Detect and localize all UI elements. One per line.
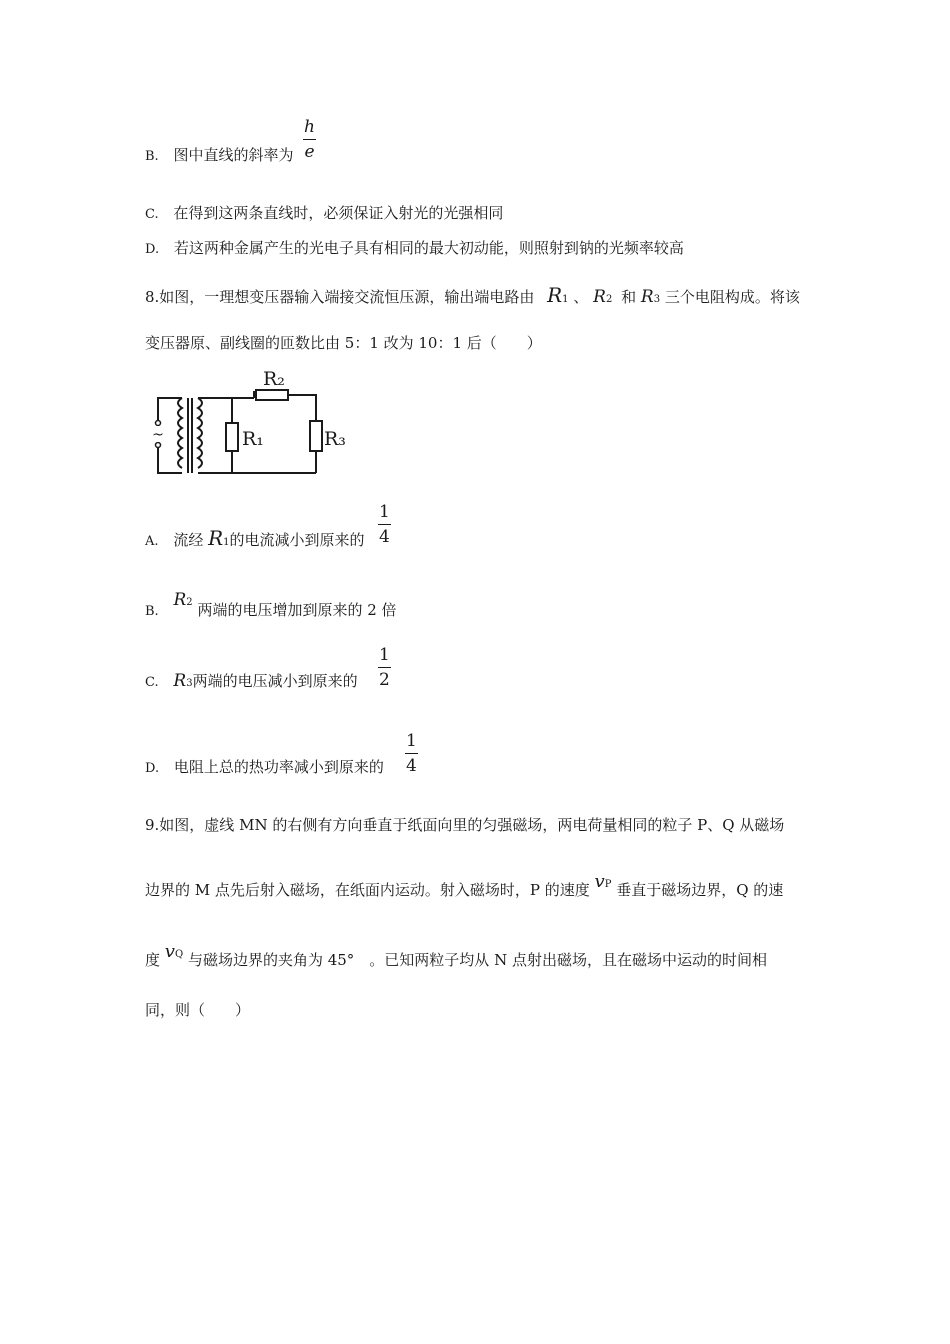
- var-r1-sub: 1: [223, 537, 230, 548]
- var-vp: v: [594, 871, 605, 892]
- separator: 和: [621, 288, 637, 306]
- var-r3: R: [640, 287, 654, 307]
- var-r1: R: [208, 526, 224, 550]
- fraction-denominator: e: [304, 142, 315, 162]
- option-text: 图中直线的斜率为: [173, 146, 294, 164]
- fraction-one-quarter: [378, 502, 391, 547]
- resistor-r2: [256, 390, 288, 400]
- var-r3-sub: 3: [186, 678, 193, 689]
- fraction-one-quarter: [405, 731, 418, 776]
- secondary-coil: [198, 398, 202, 468]
- q7-option-c: [145, 203, 503, 225]
- label-r3: R₃: [324, 428, 346, 450]
- resistor-r1: [226, 423, 238, 451]
- var-r3: R: [173, 671, 187, 691]
- var-r2: R: [593, 287, 606, 307]
- fraction-numerator: 1: [379, 502, 390, 522]
- q9-line4: [145, 1000, 250, 1020]
- stem-text: 三个电阻构成。将该: [664, 288, 800, 306]
- option-label: D.: [145, 761, 160, 776]
- q8-stem-line1: [145, 285, 800, 310]
- var-r3-sub: 3: [653, 294, 661, 305]
- primary-coil: [178, 398, 182, 468]
- var-r1-sub: 1: [562, 294, 569, 305]
- q9-line1: [145, 815, 784, 835]
- option-text: 若这两种金属产生的光电子具有相同的最大初动能，则照射到钠的光频率较高: [173, 239, 684, 257]
- q8-option-d: [145, 757, 384, 779]
- option-text: 两端的电压增加到原来的 2 倍: [197, 601, 397, 619]
- ac-source-icon: [152, 421, 164, 448]
- var-r2-sub: 2: [186, 597, 193, 608]
- label-r2: R₂: [263, 368, 285, 390]
- q9-line2: [145, 871, 784, 903]
- var-r1: R: [547, 283, 563, 307]
- option-label: B.: [145, 149, 159, 164]
- ac-source-symbol: ~: [152, 427, 164, 443]
- var-vq-sub: Q: [174, 949, 184, 960]
- option-label: D.: [145, 242, 160, 257]
- var-r2: R: [173, 590, 187, 610]
- separator: 、: [573, 288, 589, 306]
- option-text: 的电流减小到原来的: [229, 531, 365, 549]
- option-text: 两端的电压减小到原来的: [192, 672, 358, 690]
- option-label: C.: [145, 675, 159, 690]
- stem-text: 与磁场边界的夹角为 45° 。已知两粒子均从 N 点射出磁场，且在磁场中运动的时间相: [187, 951, 767, 969]
- option-label: C.: [145, 207, 159, 222]
- stem-text: 8.如图，一理想变压器输入端接交流恒压源，输出端电路由: [145, 288, 535, 306]
- label-r1: R₁: [242, 428, 264, 450]
- stem-text: 度: [145, 951, 161, 969]
- var-vq: v: [164, 941, 175, 962]
- fraction-denominator: 2: [379, 670, 390, 690]
- option-text: 电阻上总的热功率减小到原来的: [173, 758, 384, 776]
- stem-text: 变压器原、副线圈的匝数比由 5：1 改为 10：1 后（ ）: [145, 334, 542, 352]
- q8-option-a: [145, 528, 365, 553]
- fraction-one-half: [378, 645, 391, 690]
- stem-text: 边界的 M 点先后射入磁场，在纸面内运动。射入磁场时，P 的速度: [145, 881, 590, 899]
- option-label: B.: [145, 604, 159, 619]
- stem-text: 9.如图，虚线 MN 的右侧有方向垂直于纸面向里的匀强磁场，两电荷量相同的粒子 P、Q 从磁场: [145, 816, 785, 834]
- fraction-h-over-e: [303, 117, 316, 162]
- fraction-numerator: 1: [406, 731, 417, 751]
- resistor-r3: [310, 421, 322, 451]
- transformer-circuit-diagram: [150, 365, 350, 480]
- option-text: 在得到这两条直线时，必须保证入射光的光强相同: [173, 204, 504, 222]
- fraction-numerator: h: [304, 117, 315, 137]
- fraction-denominator: 4: [379, 527, 390, 547]
- option-text: 流经: [173, 531, 204, 549]
- q8-option-b: [145, 590, 397, 623]
- q9-line3: [145, 941, 767, 973]
- q8-option-c: [145, 671, 358, 694]
- q7-option-b: [145, 145, 293, 167]
- q7-option-d: [145, 238, 684, 260]
- fraction-numerator: 1: [379, 645, 390, 665]
- var-vp-sub: P: [604, 879, 612, 890]
- option-label: A.: [145, 534, 159, 549]
- q8-stem-line2: [145, 333, 542, 353]
- fraction-denominator: 4: [406, 756, 417, 776]
- stem-text: 同，则（ ）: [145, 1001, 251, 1019]
- var-r2-sub: 2: [605, 294, 613, 305]
- stem-text: 垂直于磁场边界，Q 的速: [616, 881, 784, 899]
